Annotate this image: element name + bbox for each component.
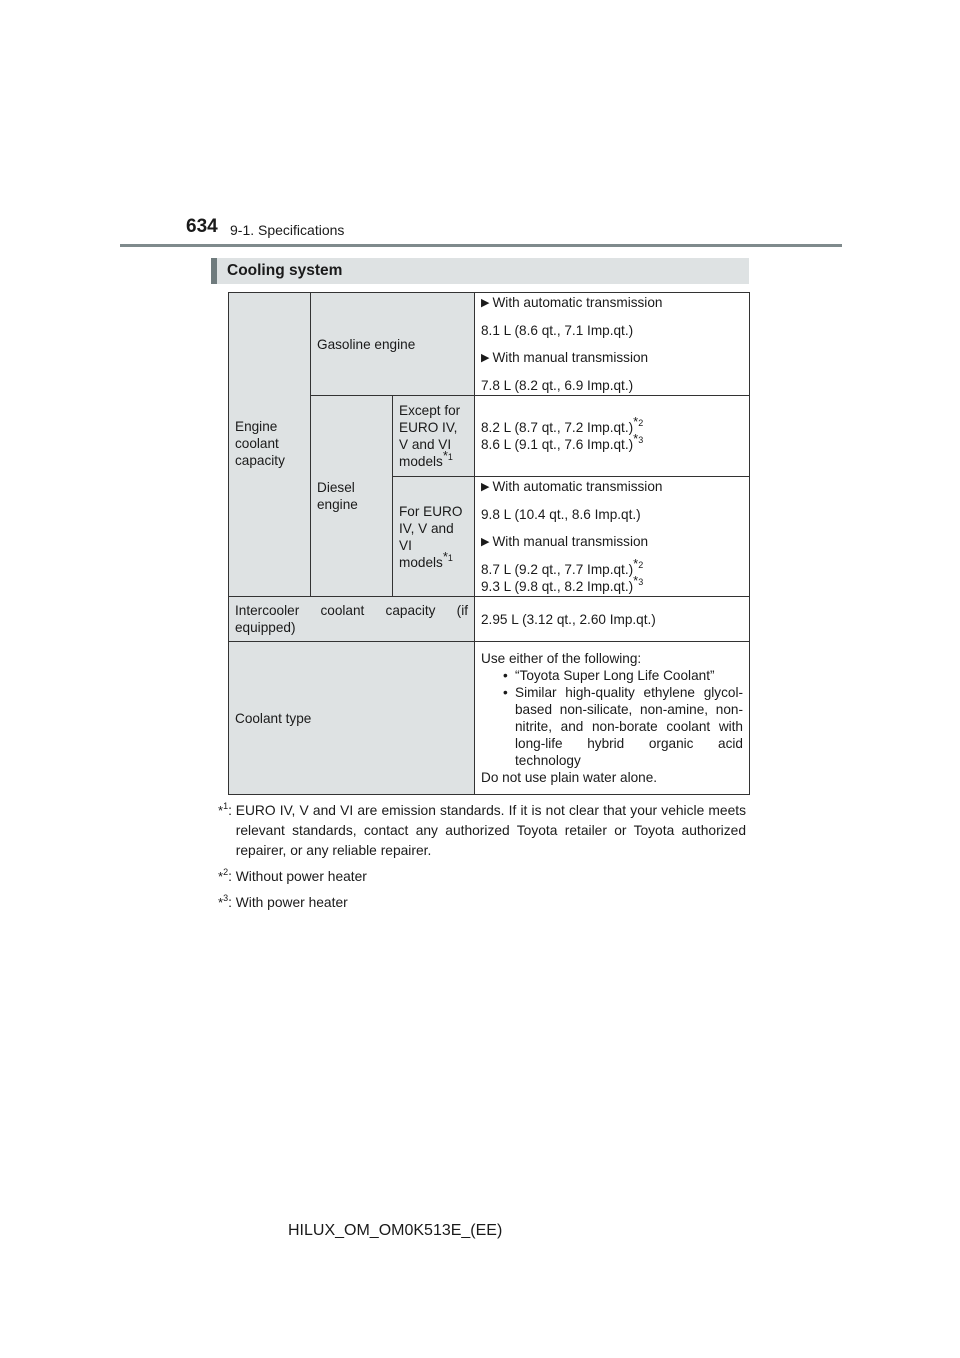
gasoline-auto-label: With automatic transmission (492, 295, 663, 310)
section-title: Cooling system (227, 262, 343, 279)
page-number: 634 (186, 216, 218, 237)
table-row (229, 293, 750, 396)
gasoline-values (475, 293, 750, 396)
footnote-3: *$^3$: With power heater (218, 893, 348, 910)
list-item: • Similar high-quality ethylene glycol-based non-silicate, non-amine, non-nitrite, and non-borate coolant with long-life hybrid organic acid technology (503, 684, 743, 769)
gasoline-engine-label: Gasoline engine (311, 293, 475, 396)
for-euro-label: For EURO IV, V and VI models$^{*1}$ (393, 477, 475, 597)
triangle-icon: ▶ (481, 536, 490, 548)
section-heading: 9-1. Specifications (230, 222, 345, 238)
coolant-type-label: Coolant type (229, 642, 475, 795)
diesel-engine-label: Diesel engine (311, 396, 393, 597)
triangle-icon: ▶ (481, 481, 490, 493)
document-code: HILUX_OM_OM0K513E_(EE) (288, 1222, 503, 1239)
coolant-type-values: Use either of the following: • “Toyota Super Long Life Coolant” • Similar high-quality ethylene glycol-based non-silicate, non-amine, non-nitrite, and non-borate coolant with long-life hybrid organic acid technology Do not use plain water alone. (475, 642, 750, 795)
diesel-for-values: ▶ With automatic transmission 9.8 L (10.4 qt., 8.6 Imp.qt.) ▶ With manual transmission 8.7 L (9.2 qt., 7.7 Imp.qt.)$^{*2}$ 9.3 L (9.8 qt., 8.2 Imp.qt.)$^{*3}$ (475, 477, 750, 597)
except-euro-label: Except for EURO IV, V and VI models$^{*1}$ (393, 396, 475, 477)
gasoline-manual-value: 7.8 L (8.2 qt., 6.9 Imp.qt.) (481, 378, 634, 393)
cooling-spec-table (228, 292, 750, 795)
footnote-1: *$^1$: EURO IV, V and VI are emission standards. If it is not clear that your vehicle meets relevant standards, contact any authorized Toyota retailer or Toyota authorized repairer, or any reliable repairer. (218, 801, 746, 858)
intercooler-label: Intercooler coolant capacity (if equipped) (229, 597, 475, 642)
diesel-except-values: 8.2 L (8.7 qt., 7.2 Imp.qt.)$^{*2}$ 8.6 L (9.1 qt., 7.6 Imp.qt.)$^{*3}$ (475, 396, 750, 477)
footnotes (218, 801, 746, 919)
gasoline-auto-value: 8.1 L (8.6 qt., 7.1 Imp.qt.) (481, 323, 634, 338)
engine-coolant-label: Engine coolant capacity (229, 293, 311, 597)
section-title-bar (211, 258, 749, 284)
coolant-options-list (481, 667, 743, 769)
intercooler-value: 2.95 L (3.12 qt., 2.60 Imp.qt.) (475, 597, 750, 642)
triangle-icon: ▶ (481, 352, 490, 364)
list-item: • “Toyota Super Long Life Coolant” (503, 667, 743, 684)
gasoline-manual-label: With manual transmission (492, 350, 649, 365)
table-row (229, 597, 750, 642)
footnote-2: *$^2$: Without power heater (218, 867, 367, 884)
triangle-icon: ▶ (481, 297, 490, 309)
table-row (229, 642, 750, 795)
header-divider (120, 244, 842, 247)
